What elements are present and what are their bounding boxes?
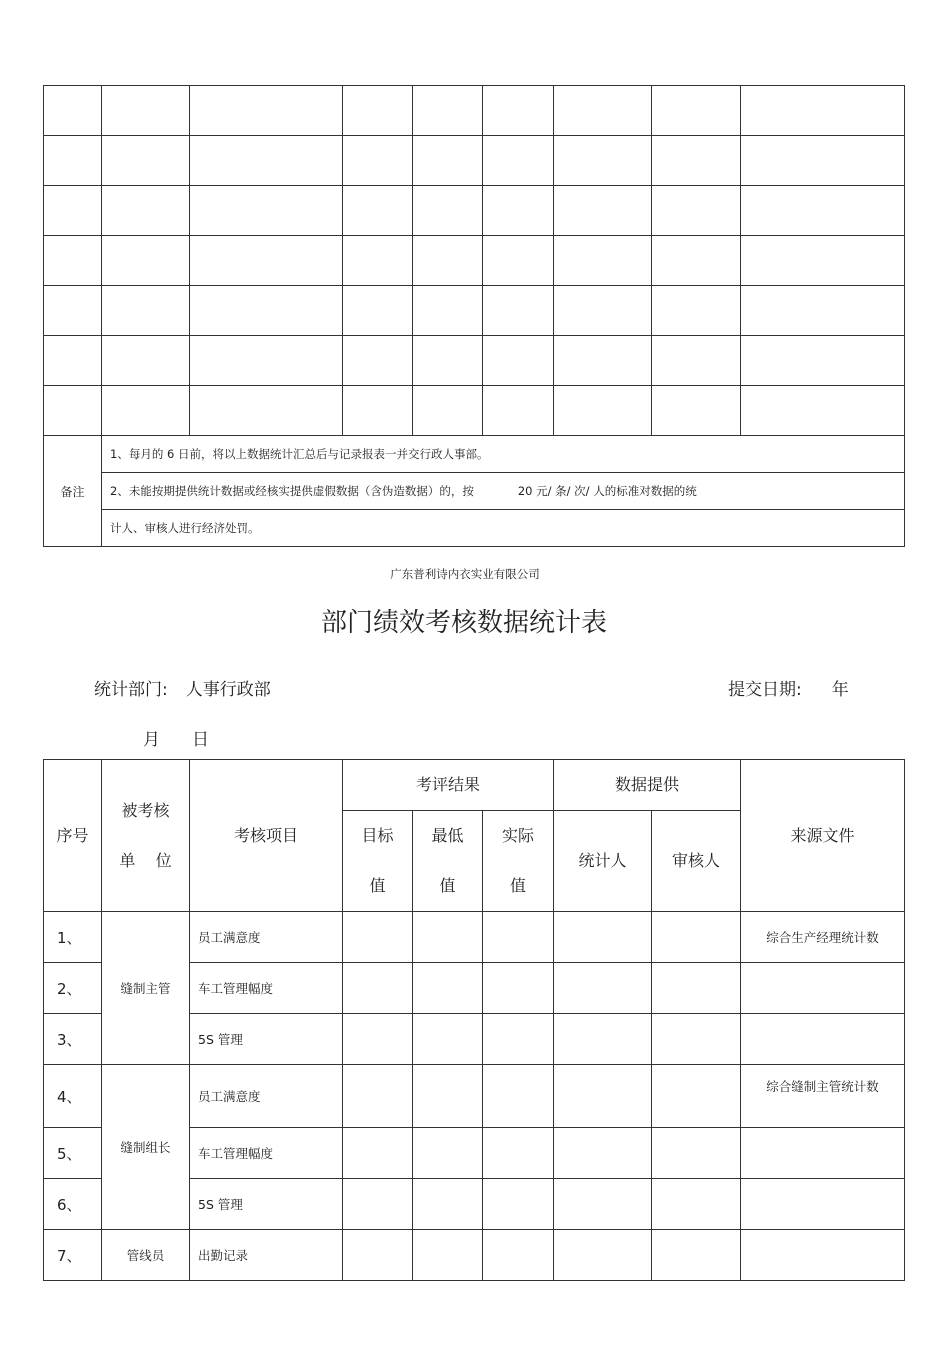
table-body	[44, 912, 905, 1281]
dept-label: 统计部门:	[94, 680, 168, 700]
cell-target[interactable]	[343, 1230, 413, 1281]
note-line-3: 计人、审核人进行经济处罚。	[102, 510, 905, 547]
row-source	[741, 1179, 905, 1230]
row-unit: 管线员	[102, 1230, 190, 1281]
cell-target[interactable]	[343, 1179, 413, 1230]
note-line-1: 1、每月的 6 日前，将以上数据统计汇总后与记录报表一并交行政人事部。	[102, 436, 905, 473]
date-info	[728, 675, 849, 700]
cell-stat-person[interactable]	[554, 1065, 652, 1128]
row-seq: 5、	[44, 1128, 102, 1179]
cell-reviewer[interactable]	[652, 1065, 741, 1128]
table-header	[44, 760, 905, 912]
cell-stat-person[interactable]	[554, 1179, 652, 1230]
cell-actual[interactable]	[483, 912, 554, 963]
cell-min[interactable]	[413, 912, 483, 963]
row-item: 车工管理幅度	[190, 1128, 343, 1179]
row-item: 员工满意度	[190, 912, 343, 963]
header-data-group: 数据提供	[554, 760, 741, 811]
row-source: 综合生产经理统计数	[741, 912, 905, 963]
cell-actual[interactable]	[483, 1230, 554, 1281]
row-source	[741, 1230, 905, 1281]
row-seq: 1、	[44, 912, 102, 963]
row-seq: 3、	[44, 1014, 102, 1065]
cell-target[interactable]	[343, 1065, 413, 1128]
cell-stat-person[interactable]	[554, 1014, 652, 1065]
row-seq: 6、	[44, 1179, 102, 1230]
blank-row	[44, 136, 905, 186]
dept-info	[94, 675, 271, 700]
notes-section	[44, 436, 905, 547]
row-item: 5S 管理	[190, 1179, 343, 1230]
cell-min[interactable]	[413, 1014, 483, 1065]
row-seq: 4、	[44, 1065, 102, 1128]
blank-row	[44, 86, 905, 136]
day-label: 日	[192, 730, 209, 750]
table-row	[44, 912, 905, 963]
row-item: 员工满意度	[190, 1065, 343, 1128]
cell-reviewer[interactable]	[652, 1014, 741, 1065]
row-seq: 7、	[44, 1230, 102, 1281]
header-source: 来源文件	[741, 760, 905, 912]
blank-row	[44, 386, 905, 436]
cell-min[interactable]	[413, 1065, 483, 1128]
table-row	[44, 1230, 905, 1281]
year-label: 年	[831, 680, 849, 700]
cell-stat-person[interactable]	[554, 1230, 652, 1281]
upper-blank-rows	[44, 86, 905, 436]
page-title: 部门绩效考核数据统计表	[320, 608, 607, 638]
cell-reviewer[interactable]	[652, 1128, 741, 1179]
cell-reviewer[interactable]	[652, 1230, 741, 1281]
cell-actual[interactable]	[483, 1179, 554, 1230]
cell-actual[interactable]	[483, 1065, 554, 1128]
cell-reviewer[interactable]	[652, 1179, 741, 1230]
cell-min[interactable]	[413, 1179, 483, 1230]
cell-stat-person[interactable]	[554, 1128, 652, 1179]
header-reviewer: 审核人	[652, 811, 741, 912]
cell-actual[interactable]	[483, 1014, 554, 1065]
date-label: 提交日期:	[728, 680, 802, 700]
month-day-info	[143, 725, 209, 750]
note-line-2: 2、未能按期提供统计数据或经核实提供虚假数据（含伪造数据）的，按 20 元/ 条/ 次/ 人的标准对数据的统	[102, 473, 905, 510]
header-item: 考核项目	[190, 760, 343, 912]
row-source	[741, 1128, 905, 1179]
dept-value: 人事行政部	[185, 680, 271, 700]
header-min: 最低 值	[413, 811, 483, 912]
row-seq: 2、	[44, 963, 102, 1014]
header-actual: 实际 值	[483, 811, 554, 912]
row-source	[741, 1014, 905, 1065]
cell-reviewer[interactable]	[652, 912, 741, 963]
table-row	[44, 1065, 905, 1128]
row-unit: 缝制主管	[102, 912, 190, 1065]
cell-target[interactable]	[343, 1014, 413, 1065]
header-target: 目标 值	[343, 811, 413, 912]
performance-data-table	[43, 759, 905, 1281]
row-item: 车工管理幅度	[190, 963, 343, 1014]
row-source	[741, 963, 905, 1014]
cell-min[interactable]	[413, 1230, 483, 1281]
blank-row	[44, 336, 905, 386]
upper-statistics-table	[43, 85, 905, 547]
blank-row	[44, 236, 905, 286]
month-label: 月	[143, 730, 160, 750]
cell-target[interactable]	[343, 1128, 413, 1179]
header-unit: 被考核 单 位	[102, 760, 190, 912]
cell-target[interactable]	[343, 912, 413, 963]
cell-actual[interactable]	[483, 1128, 554, 1179]
row-item: 5S 管理	[190, 1014, 343, 1065]
cell-min[interactable]	[413, 963, 483, 1014]
header-seq: 序号	[44, 760, 102, 912]
cell-stat-person[interactable]	[554, 912, 652, 963]
blank-row	[44, 286, 905, 336]
cell-actual[interactable]	[483, 963, 554, 1014]
cell-reviewer[interactable]	[652, 963, 741, 1014]
header-eval-group: 考评结果	[343, 760, 554, 811]
row-unit: 缝制组长	[102, 1065, 190, 1230]
cell-stat-person[interactable]	[554, 963, 652, 1014]
row-item: 出勤记录	[190, 1230, 343, 1281]
note-label: 备注	[44, 436, 102, 547]
row-source: 综合缝制主管统计数	[741, 1065, 905, 1128]
cell-min[interactable]	[413, 1128, 483, 1179]
company-name: 广东普利诗内衣实业有限公司	[390, 567, 540, 581]
header-stat-person: 统计人	[554, 811, 652, 912]
blank-row	[44, 186, 905, 236]
cell-target[interactable]	[343, 963, 413, 1014]
